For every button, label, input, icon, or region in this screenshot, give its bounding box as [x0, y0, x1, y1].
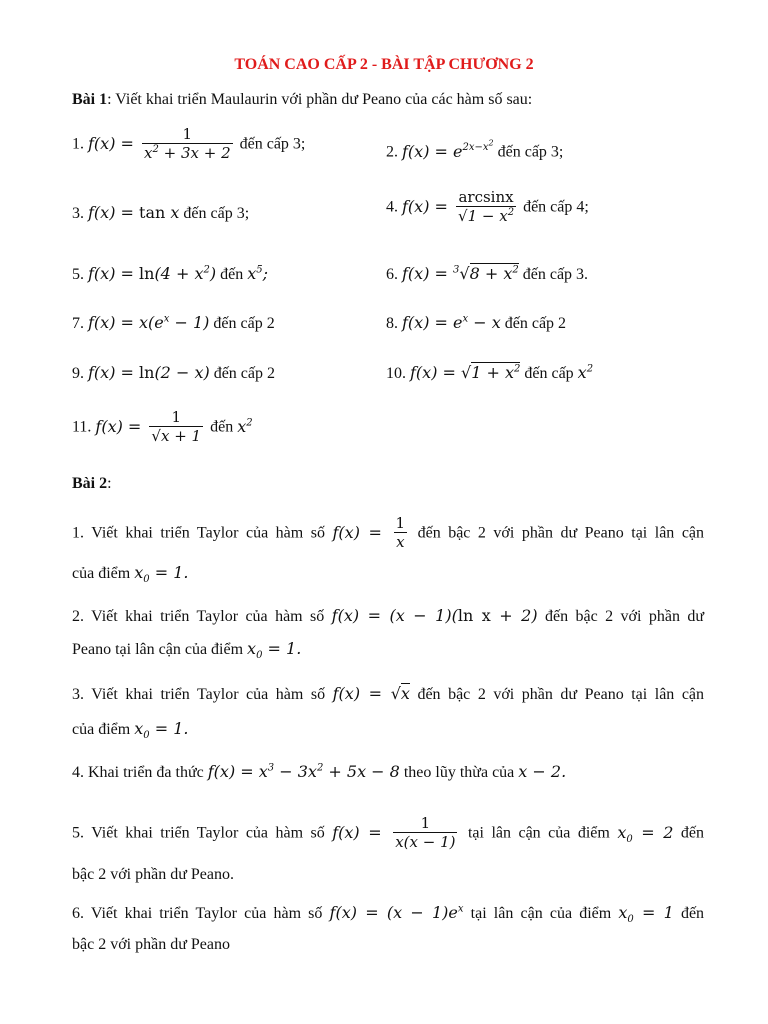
b1-item-7 — [72, 313, 275, 333]
b1-item-3 — [72, 203, 249, 223]
item-tail: đến cấp — [524, 365, 574, 382]
formula: $f(x) = ^3√8 + x^2$ — [402, 264, 519, 283]
item-number: 9. — [72, 365, 84, 382]
bai1-label: Bài 1 — [72, 91, 108, 108]
bai1-intro: : Viết khai triển Maulaurin với phần dư Peano của các hàm số sau: — [107, 91, 533, 108]
b1-item-8 — [386, 313, 566, 333]
item-tail: đến cấp 3; — [239, 135, 306, 153]
formula: f(x) = $\frac{1}{√x + 1}$ — [95, 408, 202, 446]
formula: f(x) = tan x — [88, 203, 180, 222]
formula: f(x) = √x — [332, 684, 410, 703]
formula-order: $x^2$ — [237, 416, 253, 436]
item-tail: đến — [210, 418, 234, 436]
page-title: TOÁN CAO CẤP 2 - BÀI TẬP CHƯƠNG 2 — [234, 56, 534, 73]
item-number: 8. — [386, 315, 398, 332]
formula: f(x) = $\frac{\arcsin x}{√1 - x^2}$ — [402, 188, 515, 226]
b2-item-2-line-1: 2. Viết khai triển Taylor của hàm số f(x) = (x − 1)(ln x + 2) đến bậc 2 với phần dư — [72, 606, 705, 625]
formula: $f(x) = (x - 1)e^x$ — [329, 903, 464, 922]
item-tail: đến cấp 3; — [183, 205, 250, 222]
item-number: 7. — [72, 315, 84, 332]
item-tail: đến cấp 4; — [523, 198, 589, 216]
bai2-label: Bài 2 — [72, 475, 108, 492]
formula: f(x) = $\frac{1}{x(x - 1)}$ — [332, 814, 456, 852]
b1-item-2 — [386, 139, 563, 162]
formula-order: $x^5$; — [247, 264, 268, 283]
item-number: 6. — [386, 266, 398, 283]
b2-item-2-line-2: Peano tại lân cận của điểm $x_0 = 1$. — [72, 639, 302, 662]
item-number: 2. — [386, 143, 398, 161]
b1-item-1 — [72, 126, 305, 162]
formula-order: $x^2$ — [577, 363, 594, 382]
formula: f(x) = $\frac{1}{x^2 + 3x + 2}$ — [88, 125, 231, 163]
b2-item-4: 4. Khai triển đa thức $f(x) = x^3 - 3x^2 + 5x - 8$ theo lũy thừa của x − 2. — [72, 762, 567, 781]
formula: f(x) = ln(2 − x) — [88, 363, 210, 382]
b2-item-5-line-1: 5. Viết khai triển Taylor của hàm số f(x) = $\frac{1}{x(x - 1)}$ tại lân cận của điểm $x_0 = 2$ đến — [72, 814, 705, 852]
b2-item-6-line-2: bậc 2 với phần dư Peano — [72, 936, 230, 953]
b2-item-1-line-1: 1. Viết khai triển Taylor của hàm số f(x) = $\frac{1}{x}$ đến bậc 2 với phần dư Peano tại lân cận — [72, 514, 705, 552]
b1-item-4 — [386, 189, 589, 225]
b1-item-9 — [72, 363, 275, 383]
item-tail: đến cấp 3; — [497, 143, 564, 161]
item-tail: đến — [220, 266, 244, 283]
item-number: 3. — [72, 205, 84, 222]
b1-item-5 — [72, 264, 268, 284]
formula: $f(x) = x^3 - 3x^2 + 5x - 8$ — [207, 762, 400, 781]
b1-item-11 — [72, 409, 253, 445]
b2-item-3-line-1: 3. Viết khai triển Taylor của hàm số f(x) = √x đến bậc 2 với phần dư Peano tại lân cận — [72, 684, 705, 703]
b2-item-6-line-1: 6. Viết khai triển Taylor của hàm số $f(x) = (x - 1)e^x$ tại lân cận của điểm $x_0 = 1$ đến — [72, 903, 705, 926]
item-number: 1. — [72, 135, 84, 153]
b2-item-3-line-2: của điểm $x_0 = 1$. — [72, 719, 189, 742]
formula: f(x) = $\frac{1}{x}$ — [332, 514, 406, 552]
b1-item-10 — [386, 363, 593, 383]
formula: $f(x) = x(e^x - 1)$ — [88, 313, 210, 332]
formula: $f(x) = e^{2x-x^2}$ — [402, 139, 494, 161]
formula: $f(x) = √1 + x^2$ — [410, 363, 521, 382]
item-tail: đến cấp 2 — [213, 315, 275, 332]
item-number: 4. — [386, 198, 398, 216]
formula: $f(x) = \ln(4 + x^2)$ — [88, 264, 217, 283]
item-number: 5. — [72, 266, 84, 283]
item-number: 11. — [72, 418, 92, 436]
b1-item-6 — [386, 264, 588, 284]
bai1-heading — [72, 91, 532, 109]
formula: f(x) = (x − 1)(ln x + 2) — [331, 606, 538, 625]
formula: $f(x) = e^x - x$ — [402, 313, 501, 332]
b2-item-1-line-2: của điểm $x_0 = 1$. — [72, 563, 189, 586]
item-tail: đến cấp 2 — [504, 315, 567, 332]
item-tail: đến cấp 2 — [213, 365, 276, 382]
b2-item-5-line-2: bậc 2 với phần dư Peano. — [72, 866, 234, 883]
item-tail: đến cấp 3. — [522, 266, 589, 283]
bai2-heading: Bài 2: — [72, 475, 112, 492]
item-number: 10. — [386, 365, 406, 382]
